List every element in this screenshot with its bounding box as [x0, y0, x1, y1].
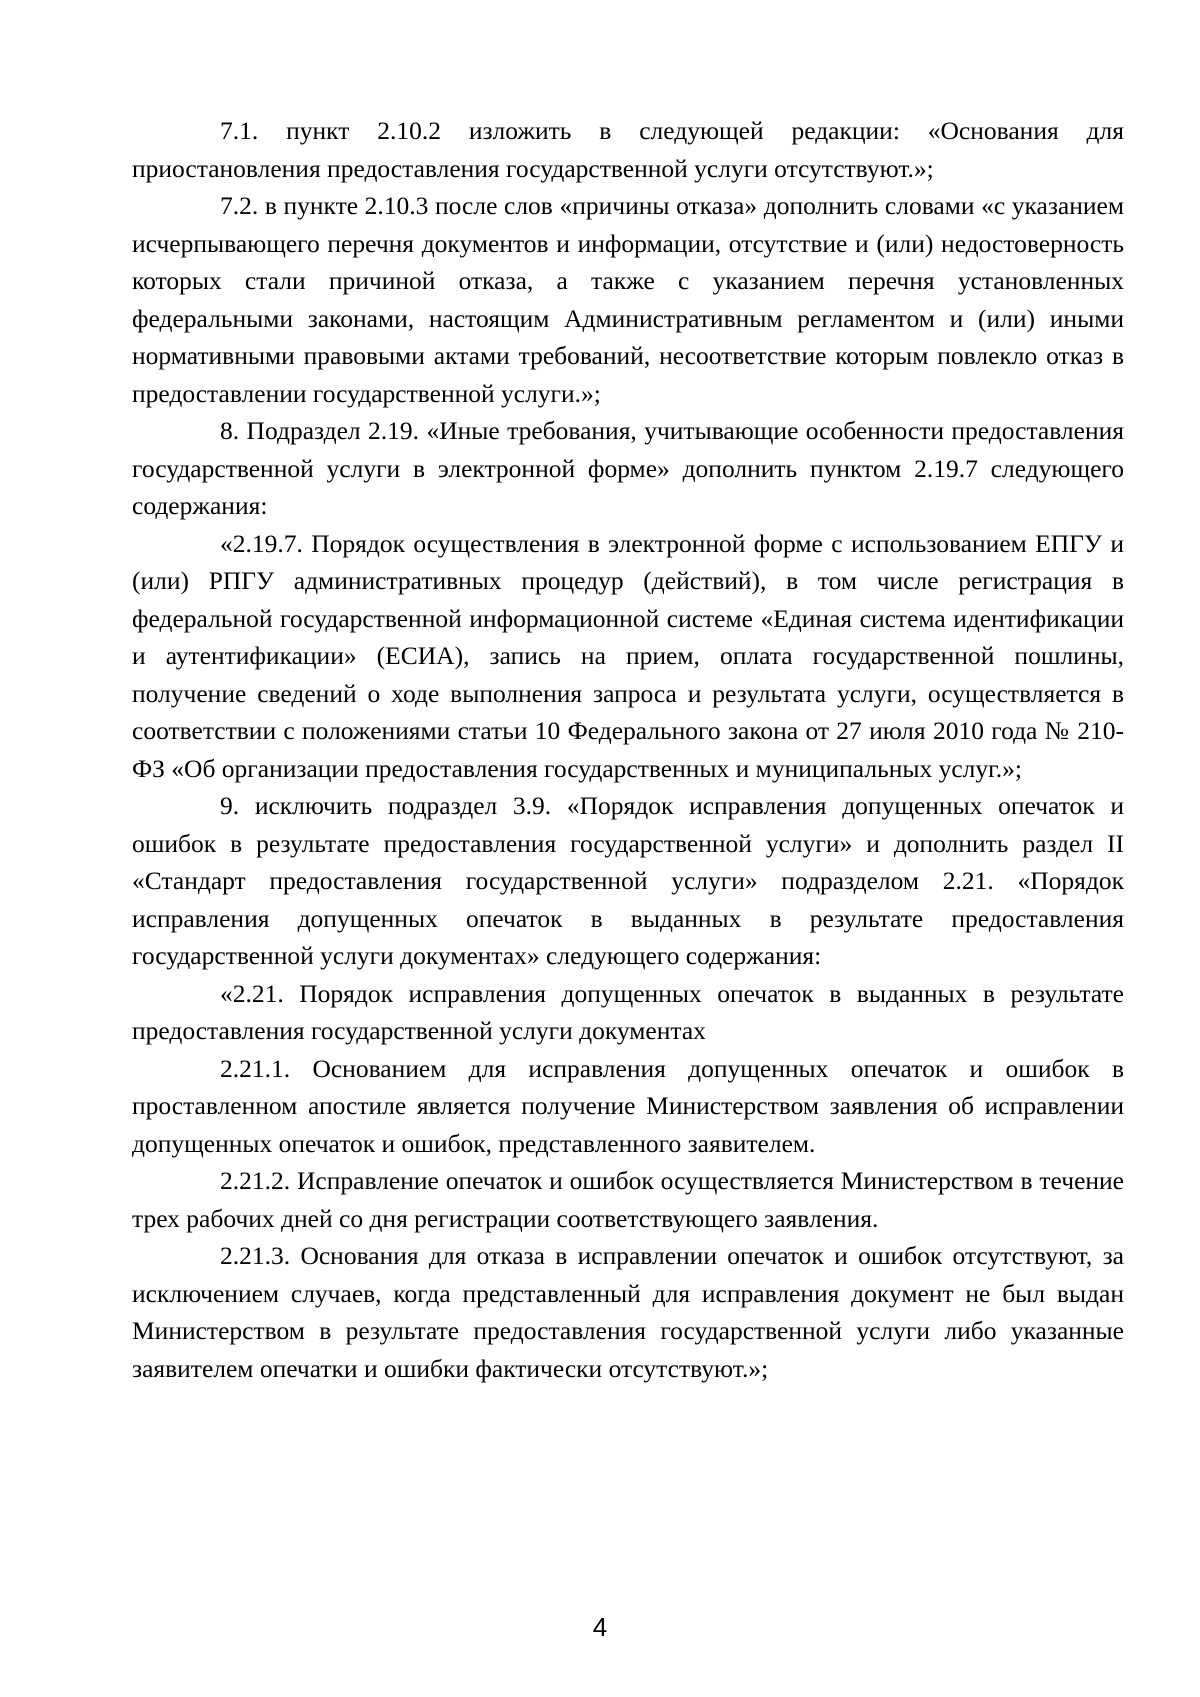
paragraph-7-1: 7.1. пункт 2.10.2 изложить в следующей редакции: «Основания для приостановления предоставления государственной услуги отсутствуют.»; — [132, 116, 1124, 183]
paragraph-2-21: «2.21. Порядок исправления допущенных опечаток в выданных в результате предоставления государственной услуги документах — [132, 978, 1124, 1045]
paragraph-2-21-2: 2.21.2. Исправление опечаток и ошибок осуществляется Министерством в течение трех рабочих дней со дня регистрации соответствующего заявления. — [132, 1166, 1124, 1233]
paragraph-2-21-3: 2.21.3. Основания для отказа в исправлении опечаток и ошибок отсутствуют, за исключением случаев, когда представленный для исправления документ не был выдан Министерством в результате предоставления государственной услуги либо указанные заявителем опечатки и ошибки фактически отсутствуют.»; — [132, 1241, 1124, 1383]
paragraph-2-21-1: 2.21.1. Основанием для исправления допущенных опечаток и ошибок в проставленном апостиле является получение Министерством заявления об исправлении допущенных опечаток и ошибок, представленного заявителем. — [132, 1053, 1124, 1158]
paragraph-8: 8. Подраздел 2.19. «Иные требования, учитывающие особенности предоставления государственной услуги в электронной форме» дополнить пунктом 2.19.7 следующего содержания: — [132, 416, 1124, 520]
paragraph-9: 9. исключить подраздел 3.9. «Порядок исправления допущенных опечаток и ошибок в результате предоставления государственной услуги» и дополнить раздел II «Стандарт предоставления государственной услуги» подразделом 2.21. «Порядок исправления допущенных опечаток в выданных в результате предоставления государственной услуги документах» следующего содержания: — [132, 791, 1124, 970]
document-body — [132, 112, 1124, 1387]
page-number: 4 — [592, 1612, 608, 1642]
paragraph-7-2: 7.2. в пункте 2.10.3 после слов «причины отказа» дополнить словами «с указанием исчерпывающего перечня документов и информации, отсутствие и (или) недостоверность которых стали причиной отказа, а также с указанием перечня установленных федеральными законами, настоящим Административным регламентом и (или) иными нормативными правовыми актами требований, несоответствие которым повлекло отказ в предоставлении государственной услуги.»; — [132, 191, 1124, 408]
paragraph-2-19-7: «2.19.7. Порядок осуществления в электронной форме с использованием ЕПГУ и (или) РПГУ административных процедур (действий), в том числе регистрация в федеральной государственной информационной системе «Единая система идентификации и аутентификации» (ЕСИА), запись на прием, оплата государственной пошлины, получение сведений о ходе выполнения запроса и результата услуги, осуществляется в соответствии с положениями статьи 10 Федерального закона от 27 июля 2010 года № 210-ФЗ «Об организации предоставления государственных и муниципальных услуг.»; — [132, 528, 1124, 783]
